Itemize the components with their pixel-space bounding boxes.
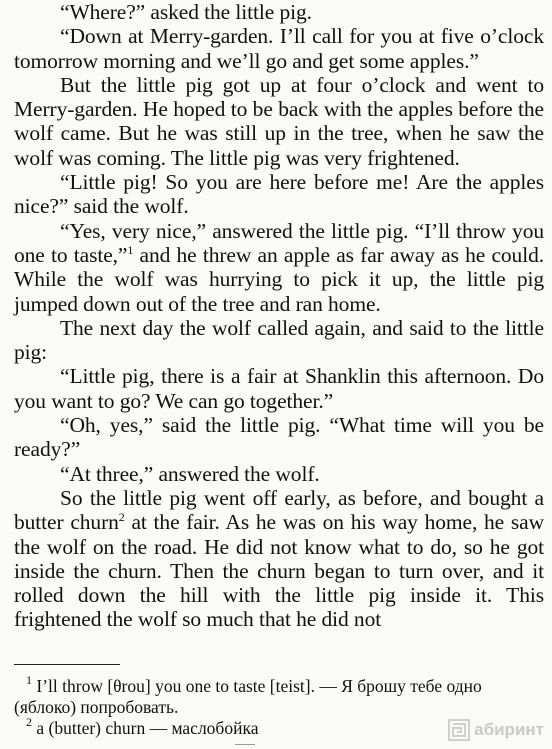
paragraph-2: “Down at Merry-garden. I’ll call for you at five o’clock tomorrow morning and we’ll go and get some apples.” — [14, 24, 544, 73]
paragraph-8: “Oh, yes,” said the little pig. “What time will you be ready?” — [14, 413, 544, 462]
footnote-1-text: I’ll throw [θrou] you one to taste [teist]. — Я брошу тебе одно (яблоко) попробовать. — [14, 676, 482, 717]
paragraph-10-part-2: at the fair. As he was on his way home, he saw the wolf on the road. He did not know what to do, so he got inside the churn. Then the churn began to turn over, and it rolled down the hill with the little pig inside it. This frightened the wolf so much that he did not — [14, 510, 544, 632]
paragraph-4: “Little pig! So you are here before me! Are the apples nice?” said the wolf. — [14, 170, 544, 219]
footnote-1-mark: 1 — [26, 673, 32, 687]
paragraph-3: But the little pig got up at four o’clock and went to Merry-garden. He hoped to be back with the apples before the wolf came. But he was still up in the tree, when he saw the wolf was coming. The little pig was very frightened. — [14, 72, 544, 170]
paragraph-1: “Where?” asked the little pig. — [60, 0, 312, 24]
footnote-1 — [14, 673, 544, 718]
paragraph-9: “At three,” answered the wolf. — [60, 461, 320, 486]
paragraph-10 — [14, 486, 544, 632]
paragraph-5 — [14, 219, 544, 316]
paragraph-7: “Little pig, there is a fair at Shanklin this afternoon. Do you want to go? We can go together.” — [14, 364, 544, 413]
footnote-2-mark: 2 — [26, 715, 32, 729]
footnote-divider — [14, 664, 120, 665]
footnote-2-text: a (butter) churn — маслобойка — [36, 718, 259, 738]
page-edge-mark — [235, 744, 255, 749]
footnote-ref-1: 1 — [127, 242, 134, 257]
page-text — [14, 0, 544, 632]
paragraph-6: The next day the wolf called again, and said to the little pig: — [14, 315, 544, 365]
watermark — [448, 719, 544, 741]
paragraph-5-part-2: and he threw an apple as far away as he could. While the wolf was hurrying to pick it up, the little pig jumped down out of the tree and ran home. — [14, 242, 544, 316]
watermark-text: абиринт — [474, 720, 544, 739]
paragraph-5-part-1: “Yes, very nice,” answered the little pig. “I’ll throw you one to taste,” — [14, 218, 544, 267]
paragraph-10-part-1: So the little pig went off early, as before, and bought a butter churn — [14, 485, 544, 535]
labyrinth-logo-icon — [448, 719, 470, 741]
footnote-ref-2: 2 — [118, 510, 125, 525]
